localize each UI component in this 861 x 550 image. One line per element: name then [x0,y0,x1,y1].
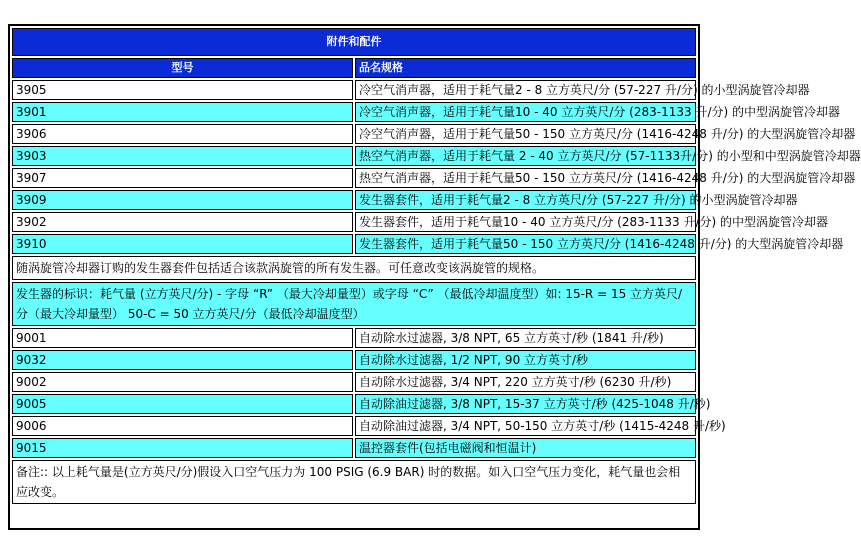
table-row [12,190,696,210]
product-description: 热空气消声器，适用于耗气量 2 - 40 立方英尺/分 (57-1133升/分) 的小型和中型涡旋管冷却器 [355,146,696,166]
model-number: 3907 [12,168,353,188]
table-row [12,372,696,392]
table-row [12,416,696,436]
model-number: 3906 [12,124,353,144]
product-description: 发生器套件，适用于耗气量2 - 8 立方英尺/分 (57-227 升/分) 的小型涡旋管冷却器 [355,190,696,210]
model-number: 3909 [12,190,353,210]
model-number: 9015 [12,438,353,458]
product-description: 冷空气消声器，适用于耗气量50 - 150 立方英尺/分 (1416-4248 升/分) 的大型涡旋管冷却器 [355,124,696,144]
accessories-panel [8,24,861,530]
column-header-model: 型号 [12,58,353,78]
table-title: 附件和配件 [12,28,696,56]
table-row [12,394,696,414]
product-description: 冷空气消声器，适用于耗气量2 - 8 立方英尺/分 (57-227 升/分) 的小型涡旋管冷却器 [355,80,696,100]
product-description: 发生器套件，适用于耗气量10 - 40 立方英尺/分 (283-1133 升/分) 的中型涡旋管冷却器 [355,212,696,232]
table-row [12,212,696,232]
model-number: 3902 [12,212,353,232]
product-description: 自动除油过滤器, 3/8 NPT, 15-37 立方英寸/秒 (425-1048 升/秒) [355,394,696,414]
model-number: 9001 [12,328,353,348]
table-row [12,234,696,254]
model-number: 9005 [12,394,353,414]
column-header-description: 品名规格 [355,58,696,78]
note-row [12,282,696,326]
note-row [12,256,696,280]
model-number: 3905 [12,80,353,100]
table-row [12,350,696,370]
table-row [12,438,696,458]
model-number: 9006 [12,416,353,436]
table-row [12,328,696,348]
note-generator-kit: 随涡旋管冷却器订购的发生器套件包括适合该款涡旋管的所有发生器。可任意改变该涡旋管的规格。 [12,256,696,280]
product-description: 自动除水过滤器, 3/8 NPT, 65 立方英寸/秒 (1841 升/秒) [355,328,696,348]
table-header-row [12,58,696,78]
model-number: 9032 [12,350,353,370]
product-description: 热空气消声器，适用于耗气量50 - 150 立方英尺/分 (1416-4248 升/分) 的大型涡旋管冷却器 [355,168,696,188]
product-description: 发生器套件，适用于耗气量50 - 150 立方英尺/分 (1416-4248 升/分) 的大型涡旋管冷却器 [355,234,696,254]
note-remarks: 备注:: 以上耗气量是(立方英尺/分)假设入口空气压力为 100 PSIG (6.9 BAR) 时的数据。如入口空气压力变化，耗气量也会相应改变。 [12,460,696,504]
product-description: 冷空气消声器，适用于耗气量10 - 40 立方英尺/分 (283-1133 升/分) 的中型涡旋管冷却器 [355,102,696,122]
model-number: 9002 [12,372,353,392]
product-description: 自动除水过滤器, 1/2 NPT, 90 立方英寸/秒 [355,350,696,370]
table-row [12,168,696,188]
table-row [12,102,696,122]
table-row [12,124,696,144]
model-number: 3910 [12,234,353,254]
model-number: 3903 [12,146,353,166]
model-number: 3901 [12,102,353,122]
product-description: 自动除油过滤器, 3/4 NPT, 50-150 立方英寸/秒 (1415-4248 升/秒) [355,416,696,436]
table-title-row [12,28,696,56]
accessories-table [10,26,861,506]
product-description: 自动除水过滤器, 3/4 NPT, 220 立方英寸/秒 (6230 升/秒) [355,372,696,392]
table-row [12,80,696,100]
note-generator-identification: 发生器的标识：耗气量 (立方英尺/分) - 字母 “R” （最大冷却量型）或字母 “C” （最低冷却温度型）如: 15-R = 15 立方英尺/分（最大冷却量型） 50-C = 50 立方英尺/分（最低冷却温度型） [12,282,696,326]
table-row [12,146,696,166]
product-description: 温控器套件(包括电磁阀和恒温计) [355,438,696,458]
note-row [12,460,696,504]
